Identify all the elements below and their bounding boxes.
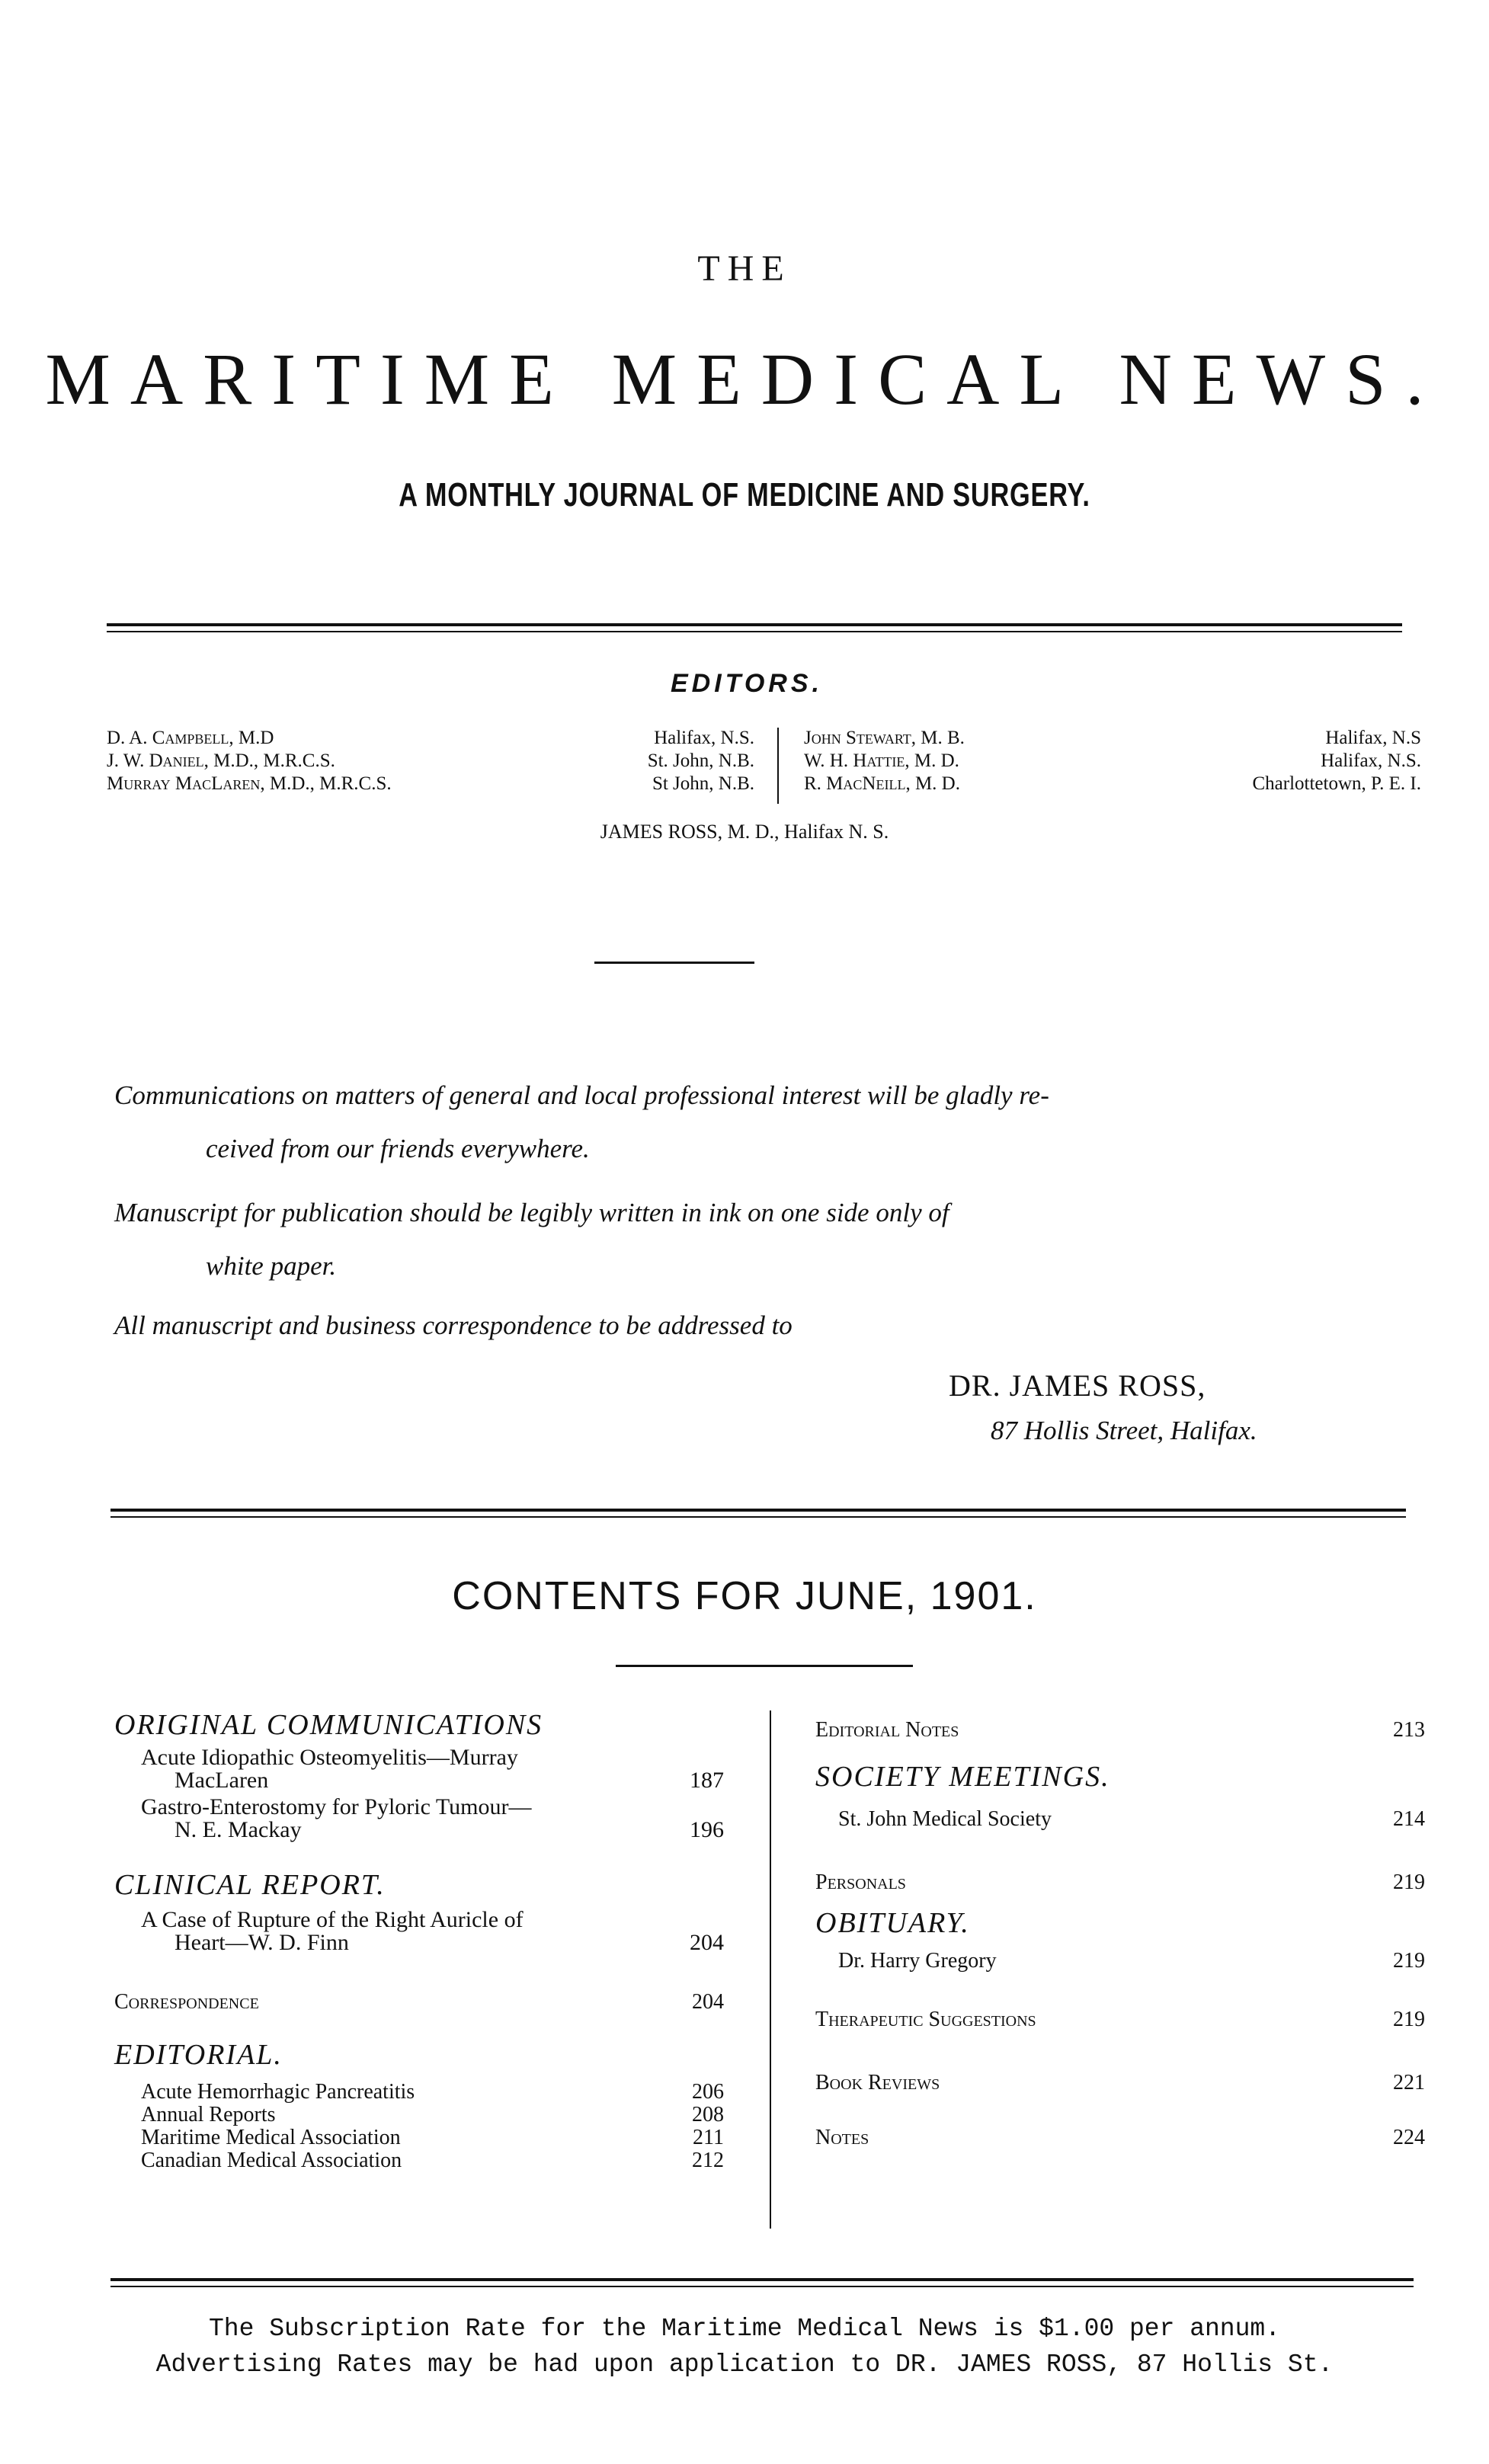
editor-right-2 [804, 750, 1421, 772]
section-clinical-report: CLINICAL REPORT. [114, 1869, 386, 1901]
editor-right-3 [804, 773, 1421, 795]
masthead-the: THE [697, 248, 792, 289]
page-number: 187 [690, 1768, 724, 1793]
editor-place: Halifax, N.S. [654, 728, 754, 748]
editor-right-1 [804, 728, 1421, 749]
entry-title-line2: MacLaren [175, 1768, 269, 1793]
entry-title: Therapeutic Suggestions [815, 2008, 1036, 2031]
entry-title: Canadian Medical Association [141, 2149, 402, 2172]
editor-name: J. W. Daniel, M.D., M.R.C.S. [107, 750, 335, 771]
signatory-name: DR. JAMES ROSS, [949, 1368, 1206, 1403]
entry-title: Annual Reports [141, 2103, 276, 2126]
contents-entry-st-john-society [838, 1807, 1425, 1832]
contents-entry-osteomyelitis [141, 1746, 724, 1792]
journal-title: MARITIME MEDICAL NEWS. [45, 338, 1444, 420]
entry-title-line1: A Case of Rupture of the Right Auricle of [141, 1907, 524, 1932]
editor-left-3 [107, 773, 754, 795]
contents-entry-rupture-auricle [141, 1909, 724, 1954]
page-number: 206 [692, 2080, 724, 2104]
editor-name: Murray MacLaren, M.D., M.R.C.S. [107, 773, 392, 794]
page-number: 219 [1393, 2008, 1425, 2031]
footer-rule-bottom [110, 2286, 1414, 2287]
editor-place: St John, N.B. [652, 773, 754, 794]
journal-subtitle: A MONTHLY JOURNAL OF MEDICINE AND SURGERY. [399, 476, 1090, 514]
entry-title: St. John Medical Society [838, 1807, 1052, 1831]
entry-title: Maritime Medical Association [141, 2126, 401, 2149]
notice-address: All manuscript and business correspondence to be addressed to [114, 1310, 793, 1340]
notice-manuscript-line1: Manuscript for publication should be legibly written in ink on one side only of [114, 1198, 949, 1227]
page-number: 211 [693, 2126, 724, 2149]
footer-rule-top [110, 2278, 1414, 2281]
editor-name: D. A. Campbell, M.D [107, 728, 274, 748]
entry-title: Editorial Notes [815, 1718, 959, 1742]
entry-title: Acute Hemorrhagic Pancreatitis [141, 2080, 415, 2104]
editors-divider [777, 728, 779, 804]
editor-left-2 [107, 750, 754, 772]
contents-entry-editorial-3 [141, 2126, 724, 2150]
editor-name: R. MacNeill, M. D. [804, 773, 960, 794]
contents-entry-harry-gregory [838, 1949, 1425, 1973]
notice-manuscript-line2: white paper. [206, 1251, 337, 1281]
editor-name: W. H. Hattie, M. D. [804, 750, 959, 771]
notice-communications-line2: ceived from our friends everywhere. [206, 1134, 590, 1163]
entry-title-line2: N. E. Mackay [175, 1817, 302, 1842]
entry-title-line2: Heart—W. D. Finn [175, 1930, 349, 1955]
page-number: 214 [1393, 1807, 1425, 1831]
entry-title: Personals [815, 1870, 906, 1894]
entry-title-line1: Gastro-Enterostomy for Pyloric Tumour— [141, 1794, 532, 1819]
page-number: 204 [692, 1990, 724, 2014]
page-number: 208 [692, 2103, 724, 2126]
editor-bottom: JAMES ROSS, M. D., Halifax N. S. [600, 821, 889, 843]
contents-entry-book-reviews [815, 2071, 1425, 2095]
contents-entry-notes [815, 2126, 1425, 2150]
contents-entry-editorial-2 [141, 2103, 724, 2127]
masthead-rule-bottom [107, 631, 1402, 632]
editor-name: John Stewart, M. B. [804, 728, 965, 748]
notice-communications-line1: Communications on matters of general and local professional interest will be gladly re- [114, 1080, 1049, 1110]
editor-place: St. John, N.B. [647, 750, 754, 771]
contents-entry-editorial-1 [141, 2080, 724, 2104]
entry-title: Notes [815, 2126, 869, 2149]
contents-rule-bottom [110, 1516, 1406, 1518]
masthead-rule-top [107, 623, 1402, 626]
editors-short-rule [594, 962, 754, 964]
contents-entry-therapeutic [815, 2008, 1425, 2032]
page-number: 221 [1393, 2071, 1425, 2094]
subscription-rate: The Subscription Rate for the Maritime Medical News is $1.00 per annum. [208, 2315, 1281, 2343]
page-number: 219 [1393, 1949, 1425, 1973]
page-number: 224 [1393, 2126, 1425, 2149]
contents-column-divider [770, 1710, 771, 2229]
entry-title: Book Reviews [815, 2071, 940, 2094]
advertising-rates: Advertising Rates may be had upon application to DR. JAMES ROSS, 87 Hollis St. [155, 2350, 1334, 2379]
section-original-communications: ORIGINAL COMMUNICATIONS [114, 1709, 543, 1741]
section-obituary: OBITUARY. [815, 1907, 970, 1939]
contents-entry-correspondence [114, 1990, 724, 2014]
section-editorial: EDITORIAL. [114, 2039, 283, 2071]
page-number: 196 [690, 1817, 724, 1842]
contents-entry-editorial-notes [815, 1718, 1425, 1742]
section-society-meetings: SOCIETY MEETINGS. [815, 1761, 1110, 1793]
contents-short-rule [616, 1665, 913, 1667]
page-number: 213 [1393, 1718, 1425, 1742]
contents-entry-gastro-enterostomy [141, 1796, 724, 1842]
editor-left-1 [107, 728, 754, 749]
entry-title: Dr. Harry Gregory [838, 1949, 997, 1973]
editor-place: Halifax, N.S. [1321, 750, 1421, 771]
page-number: 212 [692, 2149, 724, 2172]
page-number: 219 [1393, 1870, 1425, 1894]
contents-rule-top [110, 1509, 1406, 1512]
editor-place: Charlottetown, P. E. I. [1252, 773, 1421, 794]
contents-title: CONTENTS FOR JUNE, 1901. [452, 1574, 1037, 1618]
contents-entry-personals [815, 1870, 1425, 1895]
signatory-address: 87 Hollis Street, Halifax. [991, 1416, 1257, 1445]
entry-title: Correspondence [114, 1990, 259, 2014]
contents-entry-editorial-4 [141, 2149, 724, 2173]
editor-place: Halifax, N.S [1325, 728, 1421, 748]
page-number: 204 [690, 1930, 724, 1955]
editors-heading: EDITORS. [671, 669, 823, 698]
entry-title-line1: Acute Idiopathic Osteomyelitis—Murray [141, 1745, 518, 1770]
